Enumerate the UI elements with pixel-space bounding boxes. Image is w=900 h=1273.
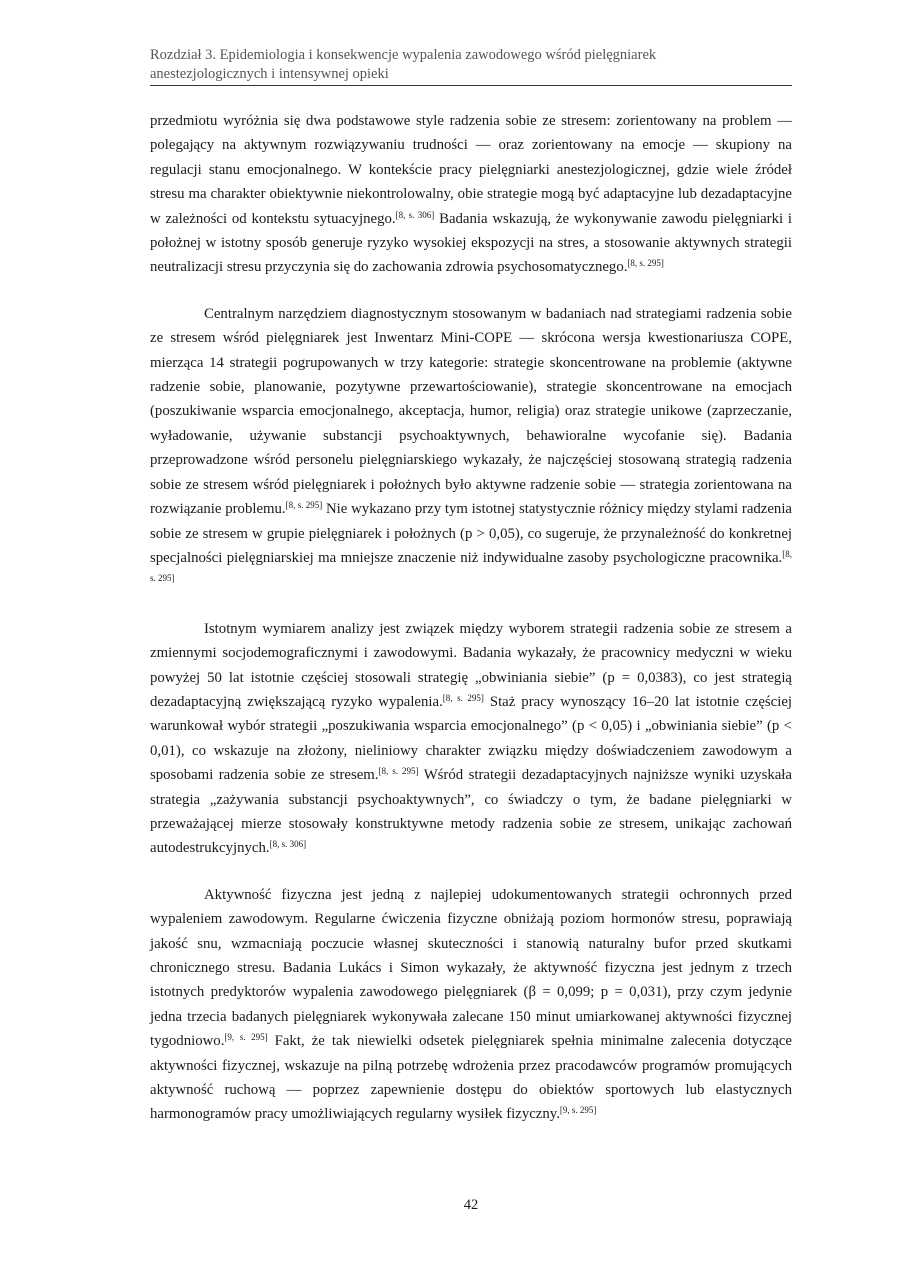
citation-reference: [8, s. 306]: [269, 839, 307, 850]
paragraph: [150, 109, 792, 280]
paragraph: [150, 883, 792, 1127]
body-text: [150, 109, 792, 1149]
citation-reference: [9, s. 295]: [559, 1105, 597, 1116]
citation-reference: [8, s. 295]: [285, 500, 323, 511]
running-header: [150, 46, 792, 84]
paragraph: [150, 302, 792, 595]
paragraph-text: Aktywność fizyczna jest jedną z najlepiej udokumentowanych strategii ochronnych przed wypaleniem zawodowym. Regularne ćwiczenia fizyczne obniżają poziom hormonów stresu, poprawiają jakość snu, wzmacniają poczucie własnej skuteczności i stanowią naturalny bufor przed skutkami chronicznego stresu. Badania Lukács i Simon wykazały, że aktywność fizyczna jest jednym z trzech istotnych predyktorów wypalenia zawodowego pielęgniarek (β = 0,099; p = 0,031), przy czym jedynie jedna trzecia badanych pielęgniarek wykonywała zalecane 150 minut umiarkowanej aktywności fizycznej tygodniowo.: [150, 886, 792, 1050]
paragraph-text: Wśród strategii dezadaptacyjnych najniższe wyniki uzyskała strategia „zażywania substancji psychoaktywnych”, co świadczy o tym, że badane pielęgniarki w przeważającej mierze stosowały konstruktywne metody radzenia sobie ze stresem, unikając zachowań autodestrukcyjnych.: [150, 767, 792, 857]
paragraph-text: Badania wskazują, że wykonywanie zawodu pielęgniarki i położnej w istotny sposób generuje ryzyko wysokiej ekspozycji na stres, a stosowanie aktywnych strategii neutralizacji stresu przyczynia się do zachowania zdrowia psychosomatycznego.: [150, 210, 792, 276]
paragraph: [150, 617, 792, 861]
paragraph-text: Fakt, że tak niewielki odsetek pielęgniarek spełnia minimalne zalecenia dotyczące aktywności fizycznej, wskazuje na pilną potrzebę wdrożenia przez pracodawców programów promujących aktywność ruchową — poprzez zapewnienie dostępu do obiektów sportowych lub elastycznych harmonogramów pracy umożliwiających regularny wysiłek fizyczny.: [150, 1033, 792, 1123]
paragraph-text: Istotnym wymiarem analizy jest związek między wyborem strategii radzenia sobie ze stresem a zmiennymi socjodemograficznymi i zawodowymi. Badania wykazały, że pracownicy medyczni w wieku powyżej 50 lat istotnie częściej stosowali strategię „obwiniania siebie” (p = 0,0383), co jest strategią dezadaptacyjną zwiększającą ryzyko wypalenia.: [150, 620, 792, 710]
citation-reference: [8, s. 295]: [627, 258, 664, 269]
running-header-line-1: Rozdział 3. Epidemiologia i konsekwencje wypalenia zawodowego wśród pielęgniarek: [150, 47, 657, 63]
citation-reference: [9, s. 295]: [224, 1032, 268, 1043]
paragraph-text: Nie wykazano przy tym istotnej statystycznie różnicy między stylami radzenia sobie ze stresem w grupie pielęgniarek i położnych (p > 0,05), co sugeruje, że przynależność do konkretnej specjalności pielęgniarskiej ma mniejsze znaczenie niż indywidualne zasoby psychologiczne pracownika.: [150, 501, 793, 566]
citation-reference: [8, s. 295]: [442, 692, 484, 703]
citation-reference: [8, s. 306]: [395, 209, 435, 220]
running-header-line-2: anestezjologicznych i intensywnej opieki: [150, 66, 389, 82]
paragraph-text: Centralnym narzędziem diagnostycznym stosowanym w badaniach nad strategiami radzenia sobie ze stresem wśród pielęgniarek jest Inwentarz Mini-COPE — skrócona wersja kwestionariusza COPE, mierząca 14 strategii pogrupowanych w trzy kategorie: strategie skoncentrowane na problemie (aktywne radzenie sobie, planowanie, pozytywne przewartościowanie), strategie skoncentrowane na emocjach (poszukiwanie wsparcia emocjonalnego, akceptacja, humor, religia) oraz strategie unikowe (zaprzeczanie, wyładowanie, używanie substancji psychoaktywnych, behawioralne wycofanie się). Badania przeprowadzone wśród personelu pielęgniarskiego wykazały, że najczęściej stosowaną strategią radzenia sobie ze stresem wśród pielęgniarek i położnych było aktywne radzenie sobie — strategia zorientowana na rozwiązanie problemu.: [150, 305, 792, 518]
paragraph-text: przedmiotu wyróżnia się dwa podstawowe style radzenia sobie ze stresem: zorientowany na problem — polegający na aktywnym rozwiązywaniu trudności — oraz zorientowany na emocje — skupiony na regulacji stanu emocjonalnego. W kontekście pracy pielęgniarki anestezjologicznej, gdzie wiele źródeł stresu ma charakter obiektywnie niekontrolowalny, obie strategie mogą być adaptacyjne lub dezadaptacyjne w zależności od kontekstu sytuacyjnego.: [150, 113, 792, 227]
citation-reference: [8, s. 295]: [150, 548, 792, 584]
header-divider: [150, 85, 792, 86]
paragraph-text: Staż pracy wynoszący 16–20 lat istotnie częściej warunkował wybór strategii „poszukiwania wsparcia emocjonalnego” (p < 0,05) i „obwiniania siebie” (p < 0,01), co wskazuje na złożony, nieliniowy charakter związku między doświadczeniem zawodowym a sposobami radzenia sobie ze stresem.: [150, 693, 793, 784]
citation-reference: [8, s. 295]: [378, 766, 419, 777]
page-number: 42: [463, 1197, 479, 1213]
